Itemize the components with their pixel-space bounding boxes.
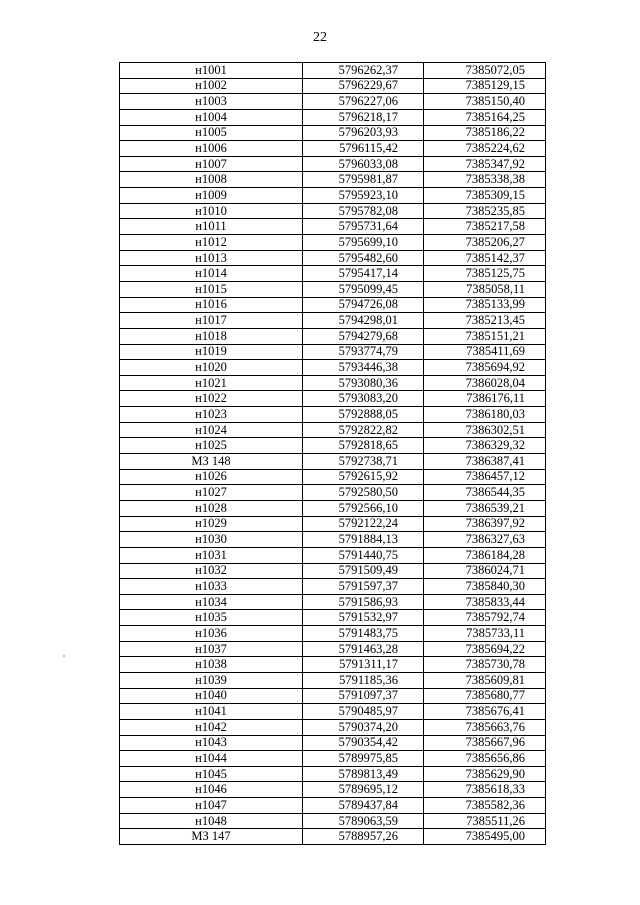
x-coordinate-cell: 5793446,38 <box>303 360 424 376</box>
y-coordinate-cell: 7385411,69 <box>424 344 546 360</box>
table-row <box>120 94 546 110</box>
y-coordinate-cell: 7386544,35 <box>424 485 546 501</box>
y-coordinate-cell: 7386180,03 <box>424 407 546 423</box>
point-name-cell: н1019 <box>120 344 303 360</box>
x-coordinate-cell: 5792615,92 <box>303 469 424 485</box>
y-coordinate-cell: 7385840,30 <box>424 579 546 595</box>
point-name-cell: н1042 <box>120 719 303 735</box>
point-name-cell: н1028 <box>120 500 303 516</box>
x-coordinate-cell: 5795782,08 <box>303 203 424 219</box>
y-coordinate-cell: 7385142,37 <box>424 250 546 266</box>
y-coordinate-cell: 7386327,63 <box>424 532 546 548</box>
x-coordinate-cell: 5789437,84 <box>303 798 424 814</box>
point-name-cell: н1046 <box>120 782 303 798</box>
table-row <box>120 798 546 814</box>
y-coordinate-cell: 7385694,22 <box>424 641 546 657</box>
point-name-cell: н1014 <box>120 266 303 282</box>
point-name-cell: н1007 <box>120 156 303 172</box>
table-row <box>120 532 546 548</box>
x-coordinate-cell: 5792122,24 <box>303 516 424 532</box>
table-row <box>120 281 546 297</box>
x-coordinate-cell: 5796229,67 <box>303 78 424 94</box>
point-name-cell: н1036 <box>120 626 303 642</box>
table-row <box>120 454 546 470</box>
table-row <box>120 172 546 188</box>
y-coordinate-cell: 7386028,04 <box>424 375 546 391</box>
table-row <box>120 375 546 391</box>
y-coordinate-cell: 7385656,86 <box>424 751 546 767</box>
point-name-cell: н1021 <box>120 375 303 391</box>
table-row <box>120 219 546 235</box>
point-name-cell: н1041 <box>120 704 303 720</box>
table-row <box>120 672 546 688</box>
page-number: 22 <box>313 30 327 45</box>
table-row <box>120 547 546 563</box>
point-name-cell: н1024 <box>120 422 303 438</box>
x-coordinate-cell: 5792566,10 <box>303 500 424 516</box>
point-name-cell: н1003 <box>120 94 303 110</box>
y-coordinate-cell: 7385733,11 <box>424 626 546 642</box>
point-name-cell: н1015 <box>120 281 303 297</box>
table-row <box>120 485 546 501</box>
y-coordinate-cell: 7386457,12 <box>424 469 546 485</box>
table-row <box>120 266 546 282</box>
point-name-cell: н1031 <box>120 547 303 563</box>
x-coordinate-cell: 5791483,75 <box>303 626 424 642</box>
table-row <box>120 516 546 532</box>
point-name-cell: н1008 <box>120 172 303 188</box>
y-coordinate-cell: 7385676,41 <box>424 704 546 720</box>
table-row <box>120 235 546 251</box>
table-row <box>120 719 546 735</box>
point-name-cell: н1034 <box>120 594 303 610</box>
point-name-cell: н1044 <box>120 751 303 767</box>
x-coordinate-cell: 5791884,13 <box>303 532 424 548</box>
y-coordinate-cell: 7385058,11 <box>424 281 546 297</box>
y-coordinate-cell: 7385833,44 <box>424 594 546 610</box>
point-name-cell: н1026 <box>120 469 303 485</box>
table-row <box>120 579 546 595</box>
table-row <box>120 422 546 438</box>
table-row <box>120 63 546 79</box>
point-name-cell: н1001 <box>120 63 303 79</box>
table-row <box>120 704 546 720</box>
y-coordinate-cell: 7386329,32 <box>424 438 546 454</box>
x-coordinate-cell: 5790374,20 <box>303 719 424 735</box>
point-name-cell: н1032 <box>120 563 303 579</box>
table-row <box>120 626 546 642</box>
x-coordinate-cell: 5796227,06 <box>303 94 424 110</box>
point-name-cell: н1047 <box>120 798 303 814</box>
x-coordinate-cell: 5791509,49 <box>303 563 424 579</box>
point-name-cell: н1048 <box>120 813 303 829</box>
point-name-cell: н1027 <box>120 485 303 501</box>
table-row <box>120 141 546 157</box>
table-row <box>120 109 546 125</box>
x-coordinate-cell: 5794726,08 <box>303 297 424 313</box>
x-coordinate-cell: 5791463,28 <box>303 641 424 657</box>
x-coordinate-cell: 5793774,79 <box>303 344 424 360</box>
coordinates-table <box>119 62 546 845</box>
point-name-cell: н1023 <box>120 407 303 423</box>
table-row <box>120 500 546 516</box>
table-row <box>120 829 546 845</box>
point-name-cell: н1011 <box>120 219 303 235</box>
x-coordinate-cell: 5795923,10 <box>303 188 424 204</box>
y-coordinate-cell: 7385072,05 <box>424 63 546 79</box>
table-row <box>120 188 546 204</box>
x-coordinate-cell: 5791440,75 <box>303 547 424 563</box>
y-coordinate-cell: 7386184,28 <box>424 547 546 563</box>
y-coordinate-cell: 7385511,26 <box>424 813 546 829</box>
x-coordinate-cell: 5796033,08 <box>303 156 424 172</box>
table-row <box>120 328 546 344</box>
x-coordinate-cell: 5792818,65 <box>303 438 424 454</box>
x-coordinate-cell: 5789813,49 <box>303 766 424 782</box>
y-coordinate-cell: 7385129,15 <box>424 78 546 94</box>
x-coordinate-cell: 5791185,36 <box>303 672 424 688</box>
y-coordinate-cell: 7385309,15 <box>424 188 546 204</box>
x-coordinate-cell: 5790354,42 <box>303 735 424 751</box>
point-name-cell: н1005 <box>120 125 303 141</box>
x-coordinate-cell: 5792822,82 <box>303 422 424 438</box>
y-coordinate-cell: 7385495,00 <box>424 829 546 845</box>
y-coordinate-cell: 7385133,99 <box>424 297 546 313</box>
y-coordinate-cell: 7385582,36 <box>424 798 546 814</box>
x-coordinate-cell: 5793080,36 <box>303 375 424 391</box>
point-name-cell: н1018 <box>120 328 303 344</box>
table-row <box>120 657 546 673</box>
point-name-cell: н1033 <box>120 579 303 595</box>
y-coordinate-cell: 7385680,77 <box>424 688 546 704</box>
table-row <box>120 688 546 704</box>
x-coordinate-cell: 5796218,17 <box>303 109 424 125</box>
x-coordinate-cell: 5789063,59 <box>303 813 424 829</box>
table-row <box>120 250 546 266</box>
point-name-cell: н1025 <box>120 438 303 454</box>
table-row <box>120 641 546 657</box>
table-row <box>120 344 546 360</box>
y-coordinate-cell: 7385186,22 <box>424 125 546 141</box>
table-row <box>120 751 546 767</box>
x-coordinate-cell: 5792888,05 <box>303 407 424 423</box>
point-name-cell: н1006 <box>120 141 303 157</box>
point-name-cell: н1020 <box>120 360 303 376</box>
point-name-cell: н1013 <box>120 250 303 266</box>
table-row <box>120 469 546 485</box>
x-coordinate-cell: 5792580,50 <box>303 485 424 501</box>
y-coordinate-cell: 7385164,25 <box>424 109 546 125</box>
y-coordinate-cell: 7385224,62 <box>424 141 546 157</box>
y-coordinate-cell: 7385347,92 <box>424 156 546 172</box>
x-coordinate-cell: 5795731,64 <box>303 219 424 235</box>
point-name-cell: МЗ 148 <box>120 454 303 470</box>
table-row <box>120 125 546 141</box>
y-coordinate-cell: 7385667,96 <box>424 735 546 751</box>
point-name-cell: н1010 <box>120 203 303 219</box>
y-coordinate-cell: 7385213,45 <box>424 313 546 329</box>
y-coordinate-cell: 7385694,92 <box>424 360 546 376</box>
x-coordinate-cell: 5789695,12 <box>303 782 424 798</box>
x-coordinate-cell: 5790485,97 <box>303 704 424 720</box>
point-name-cell: н1017 <box>120 313 303 329</box>
scan-speck <box>63 655 65 657</box>
x-coordinate-cell: 5794279,68 <box>303 328 424 344</box>
table-row <box>120 78 546 94</box>
y-coordinate-cell: 7385151,21 <box>424 328 546 344</box>
x-coordinate-cell: 5788957,26 <box>303 829 424 845</box>
y-coordinate-cell: 7386397,92 <box>424 516 546 532</box>
point-name-cell: н1039 <box>120 672 303 688</box>
x-coordinate-cell: 5795981,87 <box>303 172 424 188</box>
table-row <box>120 297 546 313</box>
table-row <box>120 813 546 829</box>
point-name-cell: н1002 <box>120 78 303 94</box>
table-row <box>120 203 546 219</box>
point-name-cell: н1043 <box>120 735 303 751</box>
y-coordinate-cell: 7385235,85 <box>424 203 546 219</box>
x-coordinate-cell: 5796115,42 <box>303 141 424 157</box>
point-name-cell: н1038 <box>120 657 303 673</box>
point-name-cell: н1009 <box>120 188 303 204</box>
y-coordinate-cell: 7386302,51 <box>424 422 546 438</box>
y-coordinate-cell: 7386024,71 <box>424 563 546 579</box>
y-coordinate-cell: 7385792,74 <box>424 610 546 626</box>
table-row <box>120 438 546 454</box>
table-row <box>120 360 546 376</box>
point-name-cell: н1029 <box>120 516 303 532</box>
table-row <box>120 313 546 329</box>
x-coordinate-cell: 5795699,10 <box>303 235 424 251</box>
y-coordinate-cell: 7385338,38 <box>424 172 546 188</box>
x-coordinate-cell: 5792738,71 <box>303 454 424 470</box>
x-coordinate-cell: 5789975,85 <box>303 751 424 767</box>
table-row <box>120 563 546 579</box>
point-name-cell: н1022 <box>120 391 303 407</box>
x-coordinate-cell: 5791586,93 <box>303 594 424 610</box>
table-row <box>120 610 546 626</box>
x-coordinate-cell: 5791532,97 <box>303 610 424 626</box>
y-coordinate-cell: 7385618,33 <box>424 782 546 798</box>
x-coordinate-cell: 5796203,93 <box>303 125 424 141</box>
table-row <box>120 391 546 407</box>
table-row <box>120 407 546 423</box>
x-coordinate-cell: 5795482,60 <box>303 250 424 266</box>
point-name-cell: МЗ 147 <box>120 829 303 845</box>
point-name-cell: н1035 <box>120 610 303 626</box>
y-coordinate-cell: 7385730,78 <box>424 657 546 673</box>
x-coordinate-cell: 5796262,37 <box>303 63 424 79</box>
point-name-cell: н1004 <box>120 109 303 125</box>
point-name-cell: н1037 <box>120 641 303 657</box>
point-name-cell: н1012 <box>120 235 303 251</box>
y-coordinate-cell: 7385206,27 <box>424 235 546 251</box>
x-coordinate-cell: 5794298,01 <box>303 313 424 329</box>
y-coordinate-cell: 7385609,81 <box>424 672 546 688</box>
y-coordinate-cell: 7385663,76 <box>424 719 546 735</box>
table-row <box>120 766 546 782</box>
point-name-cell: н1045 <box>120 766 303 782</box>
y-coordinate-cell: 7386176,11 <box>424 391 546 407</box>
x-coordinate-cell: 5795417,14 <box>303 266 424 282</box>
x-coordinate-cell: 5791597,37 <box>303 579 424 595</box>
y-coordinate-cell: 7385150,40 <box>424 94 546 110</box>
x-coordinate-cell: 5791311,17 <box>303 657 424 673</box>
coordinates-table-body <box>120 63 546 845</box>
y-coordinate-cell: 7386387,41 <box>424 454 546 470</box>
x-coordinate-cell: 5791097,37 <box>303 688 424 704</box>
table-row <box>120 735 546 751</box>
table-row <box>120 782 546 798</box>
x-coordinate-cell: 5793083,20 <box>303 391 424 407</box>
table-row <box>120 156 546 172</box>
point-name-cell: н1016 <box>120 297 303 313</box>
point-name-cell: н1040 <box>120 688 303 704</box>
point-name-cell: н1030 <box>120 532 303 548</box>
y-coordinate-cell: 7385629,90 <box>424 766 546 782</box>
y-coordinate-cell: 7385217,58 <box>424 219 546 235</box>
x-coordinate-cell: 5795099,45 <box>303 281 424 297</box>
y-coordinate-cell: 7386539,21 <box>424 500 546 516</box>
table-row <box>120 594 546 610</box>
y-coordinate-cell: 7385125,75 <box>424 266 546 282</box>
